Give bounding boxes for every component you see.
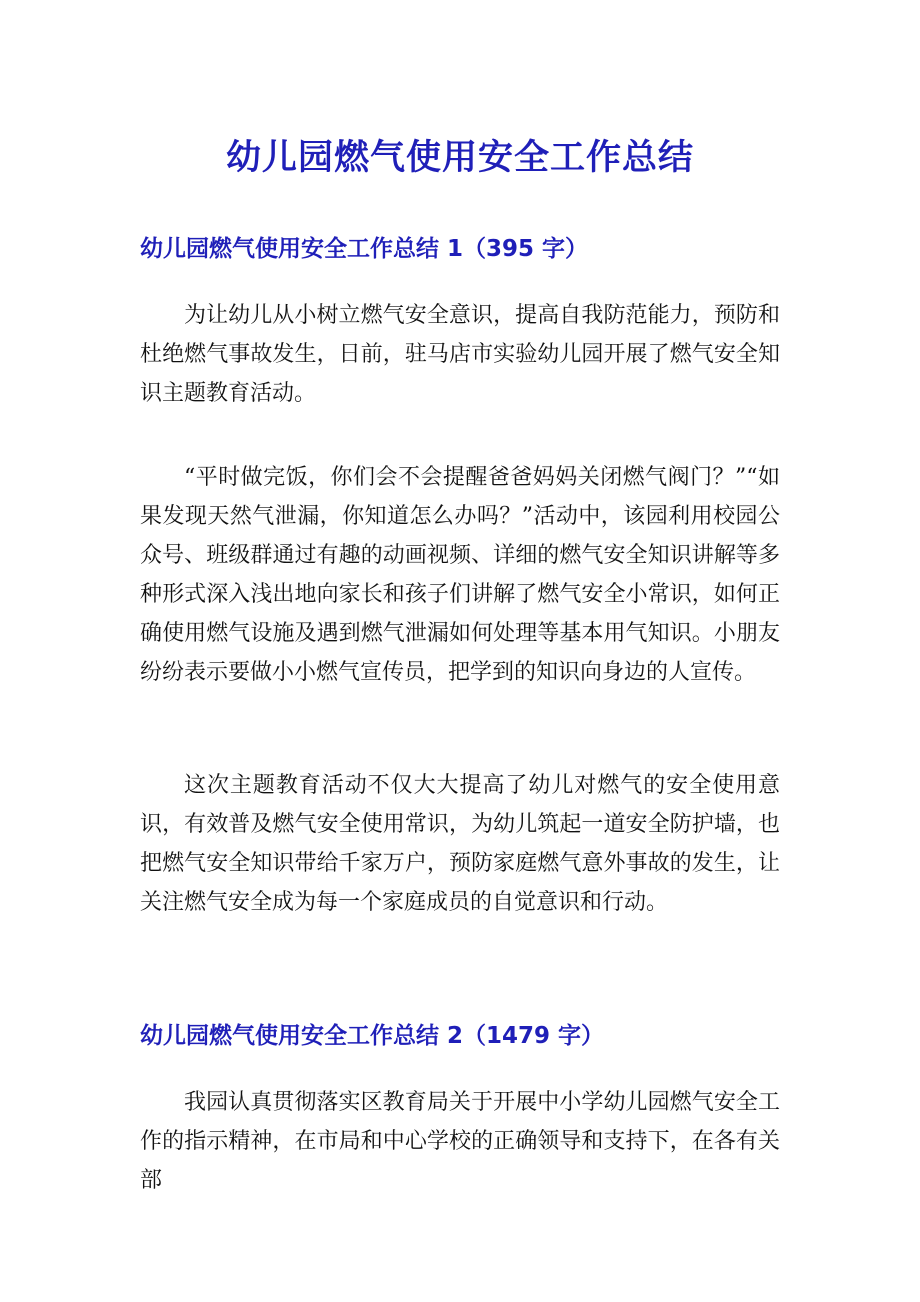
section-2-paragraph-1: 我园认真贯彻落实区教育局关于开展中小学幼儿园燃气安全工作的指示精神，在市局和中心学校的正确领导和支持下，在各有关部 [140, 1090, 780, 1193]
document-title: 幼儿园燃气使用安全工作总结 [225, 137, 694, 178]
section-heading-2: 幼儿园燃气使用安全工作总结 2（1479 字） [140, 1023, 605, 1049]
section-1-paragraph-2: “平时做完饭，你们会不会提醒爸爸妈妈关闭燃气阀门？”“如果发现天然气泄漏，你知道怎么办吗？”活动中，该园利用校园公众号、班级群通过有趣的动画视频、详细的燃气安全知识讲解等多种形式深入浅出地向家长和孩子们讲解了燃气安全小常识，如何正确使用燃气设施及遇到燃气泄漏如何处理等基本用气知识。小朋友纷纷表示要做小小燃气宣传员，把学到的知识向身边的人宣传。 [140, 465, 780, 685]
section-1-paragraph-1: 为让幼儿从小树立燃气安全意识，提高自我防范能力，预防和杜绝燃气事故发生，日前，驻马店市实验幼儿园开展了燃气安全知识主题教育活动。 [140, 303, 780, 406]
section-1-paragraph-3: 这次主题教育活动不仅大大提高了幼儿对燃气的安全使用意识，有效普及燃气安全使用常识，为幼儿筑起一道安全防护墙，也把燃气安全知识带给千家万户，预防家庭燃气意外事故的发生，让关注燃气安全成为每一个家庭成员的自觉意识和行动。 [140, 773, 780, 915]
section-heading-1: 幼儿园燃气使用安全工作总结 1（395 字） [140, 236, 589, 262]
